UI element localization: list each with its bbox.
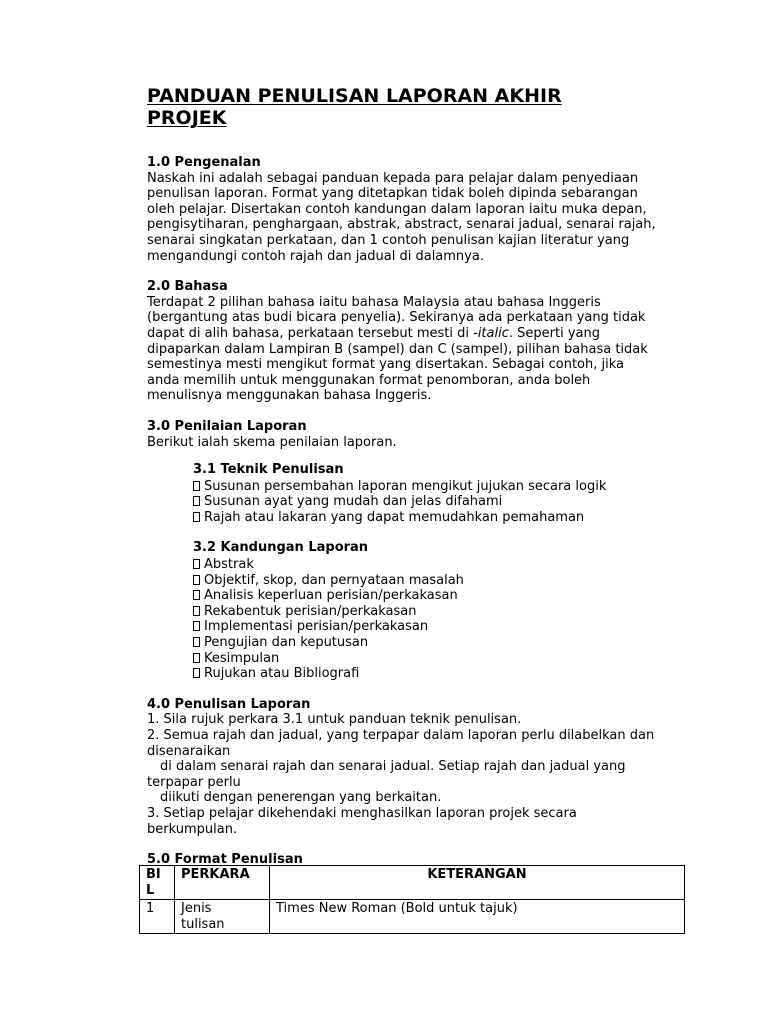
cell-perkara	[175, 900, 270, 934]
checkbox-bullet-icon	[193, 668, 200, 678]
checkbox-bullet-icon	[193, 621, 200, 631]
table-header-row	[140, 866, 685, 900]
header-perkara: PERKARA	[175, 866, 270, 900]
subsection-heading: 3.2 Kandungan Laporan	[193, 540, 369, 556]
cell-text: Jenis	[181, 901, 212, 917]
paragraph-line: senarai singkatan perkataan, dan 1 contoh penulisan kajian literatur yang	[147, 232, 630, 248]
list-item-text: Rajah atau lakaran yang dapat memudahkan pemahaman	[204, 509, 585, 525]
table-row	[140, 900, 685, 934]
paragraph-line: semestinya mesti mengikut format yang disertakan. Sebagai contoh, jika	[147, 357, 625, 373]
paragraph-line: 1. Sila rujuk perkara 3.1 untuk panduan teknik penulisan.	[147, 712, 522, 728]
header-keterangan: KETERANGAN	[270, 866, 685, 900]
paragraph-line	[147, 326, 707, 342]
list-item	[193, 479, 707, 495]
list-item-text: Pengujian dan keputusan	[204, 635, 369, 651]
paragraph-line: anda memilih untuk menggunakan format penomboran, anda boleh	[147, 372, 591, 388]
paragraph-line: terpapar perlu	[147, 774, 241, 790]
paragraph-line: menulisnya menggunakan bahasa Inggeris.	[147, 388, 432, 404]
section-heading: 3.0 Penilaian Laporan	[147, 418, 307, 434]
list-item-text: Implementasi perisian/perkakasan	[204, 619, 429, 635]
title-line-2: PROJEK	[147, 107, 227, 129]
list-item	[193, 635, 707, 651]
paragraph-line: di dalam senarai rajah dan senarai jadual. Setiap rajah dan jadual yang	[160, 759, 626, 775]
paragraph-line: 2. Semua rajah dan jadual, yang terpapar dalam laporan perlu dilabelkan dan	[147, 728, 655, 743]
paragraph-line: penulisan laporan. Format yang ditetapkan tidak boleh dipinda sebarangan	[147, 186, 638, 202]
text-run: . Seperti yang	[508, 325, 600, 341]
checkbox-bullet-icon	[193, 575, 200, 585]
text-run: dapat di alih bahasa, perkataan tersebut mesti di	[147, 325, 474, 341]
section-bahasa	[147, 279, 707, 404]
section-penilaian	[147, 419, 707, 682]
cell-text: tulisan	[181, 916, 225, 932]
paragraph-line: oleh pelajar. Disertakan contoh kandungan dalam laporan iaitu muka depan,	[147, 201, 647, 217]
list-item-text: Analisis keperluan perisian/perkakasan	[204, 588, 458, 604]
header-text: L	[146, 882, 155, 898]
cell-keterangan: Times New Roman (Bold untuk tajuk)	[270, 900, 685, 934]
checkbox-bullet-icon	[193, 653, 200, 663]
header-text: BI	[146, 867, 161, 882]
list-item-text: Rujukan atau Bibliografi	[204, 666, 360, 682]
list-item-text: Kesimpulan	[204, 650, 280, 666]
cell-bil: 1	[140, 900, 175, 934]
checkbox-bullet-icon	[193, 496, 200, 506]
list-item	[193, 494, 707, 510]
list-item	[193, 619, 707, 635]
list-item	[193, 557, 707, 573]
paragraph-line: disenaraikan	[147, 743, 231, 759]
subsection-kandungan	[193, 540, 707, 681]
paragraph-line: pengisytiharan, penghargaan, abstrak, abstract, senarai jadual, senarai rajah,	[147, 217, 656, 233]
checkbox-bullet-icon	[193, 481, 200, 491]
list-item-text: Susunan persembahan laporan mengikut jujukan secara logik	[204, 478, 607, 494]
paragraph-line: Terdapat 2 pilihan bahasa iaitu bahasa Malaysia atau bahasa Inggeris	[147, 294, 601, 310]
paragraph-line: berkumpulan.	[147, 821, 238, 837]
list-item	[193, 573, 707, 589]
paragraph-line: dipaparkan dalam Lampiran B (sampel) dan C (sampel), pilihan bahasa tidak	[147, 341, 648, 357]
checkbox-bullet-icon	[193, 590, 200, 600]
section-heading: 5.0 Format Penulisan	[147, 852, 303, 868]
subsection-teknik	[193, 462, 707, 525]
paragraph-line: Berikut ialah skema penilaian laporan.	[147, 434, 397, 450]
list-item	[193, 588, 707, 604]
list-item-text: Susunan ayat yang mudah dan jelas difahami	[204, 494, 503, 510]
document-page	[147, 85, 707, 883]
document-title	[147, 85, 707, 129]
checkbox-bullet-icon	[193, 637, 200, 647]
list-item-text: Abstrak	[204, 557, 254, 573]
subsection-heading: 3.1 Teknik Penulisan	[193, 462, 344, 478]
title-line-1: PANDUAN PENULISAN LAPORAN AKHIR	[147, 85, 562, 107]
format-table	[139, 865, 685, 934]
list-item	[193, 510, 707, 526]
checkbox-bullet-icon	[193, 512, 200, 522]
list-item	[193, 651, 707, 667]
paragraph-line: 3. Setiap pelajar dikehendaki menghasilkan laporan projek secara	[147, 805, 577, 821]
paragraph-line: Naskah ini adalah sebagai panduan kepada para pelajar dalam penyediaan	[147, 170, 639, 186]
header-bil	[140, 866, 175, 900]
italic-text: -italic	[473, 325, 509, 341]
section-heading: 1.0 Pengenalan	[147, 155, 261, 170]
paragraph-line: (bergantung atas budi bicara penyelia). Sekiranya ada perkataan yang tidak	[147, 310, 646, 326]
list-item-text: Rekabentuk perisian/perkakasan	[204, 603, 417, 619]
section-pengenalan	[147, 155, 707, 264]
list-item-text: Objektif, skop, dan pernyataan masalah	[204, 572, 464, 588]
paragraph-line: diikuti dengan penerengan yang berkaitan.	[160, 790, 442, 806]
section-penulisan	[147, 697, 707, 837]
list-item	[193, 666, 707, 682]
section-heading: 4.0 Penulisan Laporan	[147, 696, 311, 712]
checkbox-bullet-icon	[193, 606, 200, 616]
checkbox-bullet-icon	[193, 559, 200, 569]
paragraph-line: mengandungi contoh rajah dan jadual di dalamnya.	[147, 248, 484, 264]
section-heading: 2.0 Bahasa	[147, 279, 228, 295]
list-item	[193, 604, 707, 620]
